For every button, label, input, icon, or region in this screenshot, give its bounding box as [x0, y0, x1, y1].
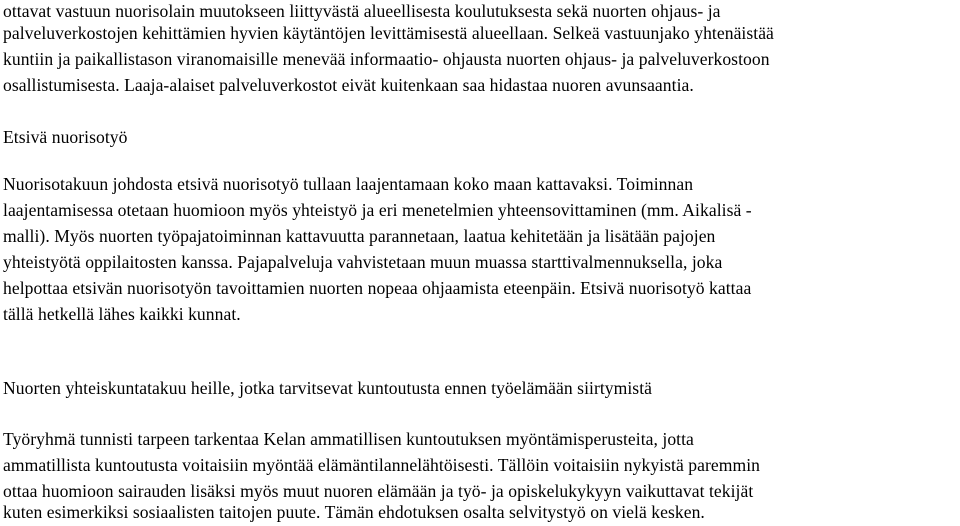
section-1-line: Nuorisotakuun johdosta etsivä nuorisotyö tullaan laajentamaan koko maan kattavaksi. Toiminnan: [3, 174, 694, 194]
paragraph-1-line: palveluverkostojen kehittämien hyvien käytäntöjen levittämisestä alueellaan. Selkeä vastuunjako yhtenäistää: [3, 23, 774, 43]
section-2-line: ottaa huomioon sairauden lisäksi myös muut nuoren elämään ja työ- ja opiskelukykyyn vaikuttavat tekijät: [3, 481, 754, 501]
section-1-line: helpottaa etsivän nuorisotyön tavoittamien nuorten nopeaa ohjaamista eteenpäin. Etsivä nuorisotyö kattaa: [3, 278, 752, 298]
section-1-heading: Etsivä nuorisotyö: [3, 127, 128, 147]
paragraph-1-line: ottavat vastuun nuorisolain muutokseen liittyvästä alueellisesta koulutuksesta sekä nuorten ohjaus- ja: [3, 1, 721, 21]
section-1-line: laajentamisessa otetaan huomioon myös yhteistyö ja eri menetelmien yhteensovittaminen (mm. Aikalisä -: [3, 200, 752, 220]
section-1-line: malli). Myös nuorten työpajatoiminnan kattavuutta parannetaan, laatua kehitetään ja lisätään pajojen: [3, 226, 716, 246]
section-2-line: Työryhmä tunnisti tarpeen tarkentaa Kelan ammatillisen kuntoutuksen myöntämisperusteita, jotta: [3, 429, 694, 449]
paragraph-1-line: osallistumisesta. Laaja-alaiset palveluverkostot eivät kuitenkaan saa hidastaa nuoren avunsaantia.: [3, 75, 694, 95]
paragraph-1-line: kuntiin ja paikallistason viranomaisille menevää informaatio- ohjausta nuorten ohjaus- ja palveluverkostoon: [3, 49, 770, 69]
section-2-line: kuten esimerkiksi sosiaalisten taitojen puute. Tämän ehdotuksen osalta selvitystyö on vielä kesken.: [3, 502, 705, 522]
section-2-line: ammatillista kuntoutusta voitaisiin myöntää elämäntilannelähtöisesti. Tällöin voitaisiin nykyistä paremmin: [3, 455, 760, 475]
section-1-line: yhteistyötä oppilaitosten kanssa. Pajapalveluja vahvistetaan muun muassa starttivalmennuksella, joka: [3, 252, 723, 272]
section-2-heading: Nuorten yhteiskuntatakuu heille, jotka tarvitsevat kuntoutusta ennen työelämään siirtymistä: [3, 378, 653, 398]
section-1-line: tällä hetkellä lähes kaikki kunnat.: [3, 304, 241, 324]
